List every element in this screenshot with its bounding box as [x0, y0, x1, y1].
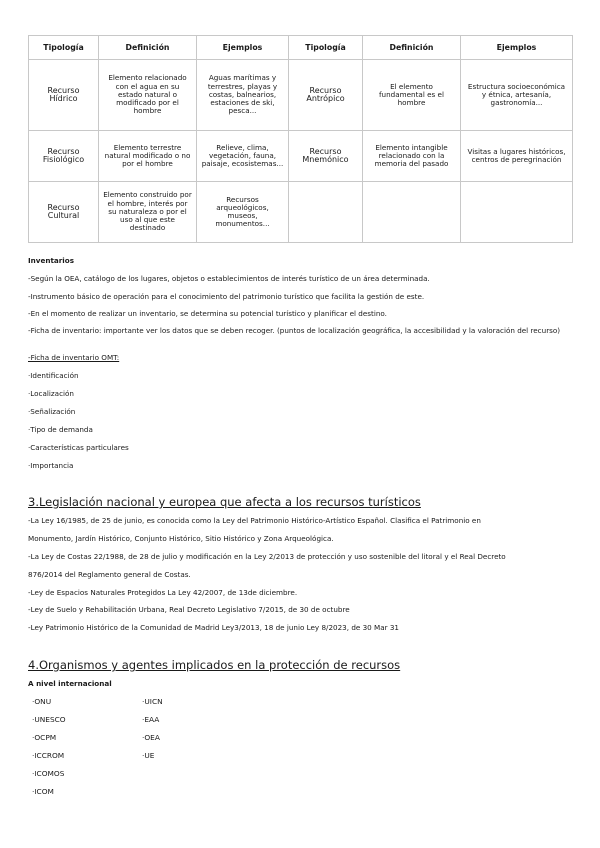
table-row	[29, 60, 573, 131]
table-row	[29, 131, 573, 182]
table-cell: Recurso Hídrico	[29, 60, 99, 131]
header-ejemplos-1: Ejemplos	[197, 36, 289, 60]
header-definicion-1: Definición	[99, 36, 197, 60]
omt-item: ·Localización	[28, 389, 74, 398]
organization-item: ·OEA	[142, 733, 160, 742]
organization-item: ·ICOMOS	[32, 769, 65, 778]
organization-item: ·OCPM	[32, 733, 57, 742]
legislation-line: -Ley Patrimonio Histórico de la Comunidad de Madrid Ley3/2013, 18 de junio Ley 8/2023, de 30 Mar 31	[28, 623, 400, 632]
omt-item: ·Importancia	[28, 461, 74, 470]
table-cell: Recurso Mnemónico	[289, 131, 363, 182]
table-cell	[363, 182, 461, 243]
resources-table	[28, 35, 573, 243]
table-cell: Recurso Cultural	[29, 182, 99, 243]
organization-item: ·ICCROM	[32, 751, 65, 760]
legislation-line: -Ley de Espacios Naturales Protegidos La Ley 42/2007, de 13de diciembre.	[28, 588, 298, 597]
ficha-omt-title: -Ficha de inventario OMT:	[28, 353, 120, 362]
organization-item: ·EAA	[142, 715, 160, 724]
inventarios-item: -En el momento de realizar un inventario, se determina su potencial turístico y planificar el destino.	[28, 309, 387, 318]
table-cell: Recurso Fisiológico	[29, 131, 99, 182]
legislation-line: -La Ley 16/1985, de 25 de junio, es conocida como la Ley del Patrimonio Histórico-Artístico Español. Clasifica el Patrimonio en	[28, 516, 481, 525]
legislation-line: Monumento, Jardín Histórico, Conjunto Histórico, Sitio Histórico y Zona Arqueológica.	[28, 534, 334, 543]
table-cell: Visitas a lugares históricos, centros de peregrinación	[461, 131, 573, 182]
inventarios-title: Inventarios	[28, 256, 74, 265]
legislation-line: 876/2014 del Reglamento general de Costas.	[28, 570, 191, 579]
header-tipologia-1: Tipología	[29, 36, 99, 60]
table-cell: Relieve, clima, vegetación, fauna, paisaje, ecosistemas...	[197, 131, 289, 182]
omt-item: ·Señalización	[28, 407, 76, 416]
table-cell: Elemento relacionado con el agua en su estado natural o modificado por el hombre	[99, 60, 197, 131]
table-cell	[461, 182, 573, 243]
table-cell: Elemento construido por el hombre, interés por su naturaleza o por el uso al que este destinado	[99, 182, 197, 243]
section-4-heading: 4.Organismos y agentes implicados en la protección de recursos	[28, 658, 401, 672]
omt-item: ·Identificación	[28, 371, 79, 380]
omt-item: ·Características particulares	[28, 443, 129, 452]
section-3-heading: 3.Legislación nacional y europea que afecta a los recursos turísticos	[28, 495, 421, 509]
international-subtitle: A nivel internacional	[28, 679, 112, 688]
table-header-row	[29, 36, 573, 60]
table-cell: Estructura socioeconómica y étnica, artesanía, gastronomía...	[461, 60, 573, 131]
table-cell: Aguas marítimas y terrestres, playas y costas, balnearios, estaciones de ski, pesca...	[197, 60, 289, 131]
table-row	[29, 182, 573, 243]
table-cell: Elemento intangible relacionado con la memoria del pasado	[363, 131, 461, 182]
table-cell: Recursos arqueológicos, museos, monumentos...	[197, 182, 289, 243]
organization-item: ·ONU	[32, 697, 52, 706]
table-cell: Elemento terrestre natural modificado o no por el hombre	[99, 131, 197, 182]
table-cell	[289, 182, 363, 243]
table-cell: Recurso Antrópico	[289, 60, 363, 131]
organization-item: ·ICOM	[32, 787, 54, 796]
inventarios-item: -Instrumento básico de operación para el conocimiento del patrimonio turístico que facilita la gestión de este.	[28, 292, 425, 301]
inventarios-item: -Ficha de inventario: importante ver los datos que se deben recoger. (puntos de localización geográfica, la accesibilidad y la valoración del recurso)	[28, 326, 561, 335]
header-definicion-2: Definición	[363, 36, 461, 60]
table-cell: El elemento fundamental es el hombre	[363, 60, 461, 131]
organization-item: ·UICN	[142, 697, 163, 706]
organization-item: ·UE	[142, 751, 155, 760]
omt-item: ·Tipo de demanda	[28, 425, 93, 434]
inventarios-item: -Según la OEA, catálogo de los lugares, objetos o establecimientos de interés turístico de un área determinada.	[28, 274, 430, 283]
header-ejemplos-2: Ejemplos	[461, 36, 573, 60]
legislation-line: -Ley de Suelo y Rehabilitación Urbana, Real Decreto Legislativo 7/2015, de 30 de octubre	[28, 605, 350, 614]
header-tipologia-2: Tipología	[289, 36, 363, 60]
organization-item: ·UNESCO	[32, 715, 66, 724]
legislation-line: -La Ley de Costas 22/1988, de 28 de julio y modificación en la Ley 2/2013 de protección y uso sostenible del litoral y el Real Decreto	[28, 552, 506, 561]
